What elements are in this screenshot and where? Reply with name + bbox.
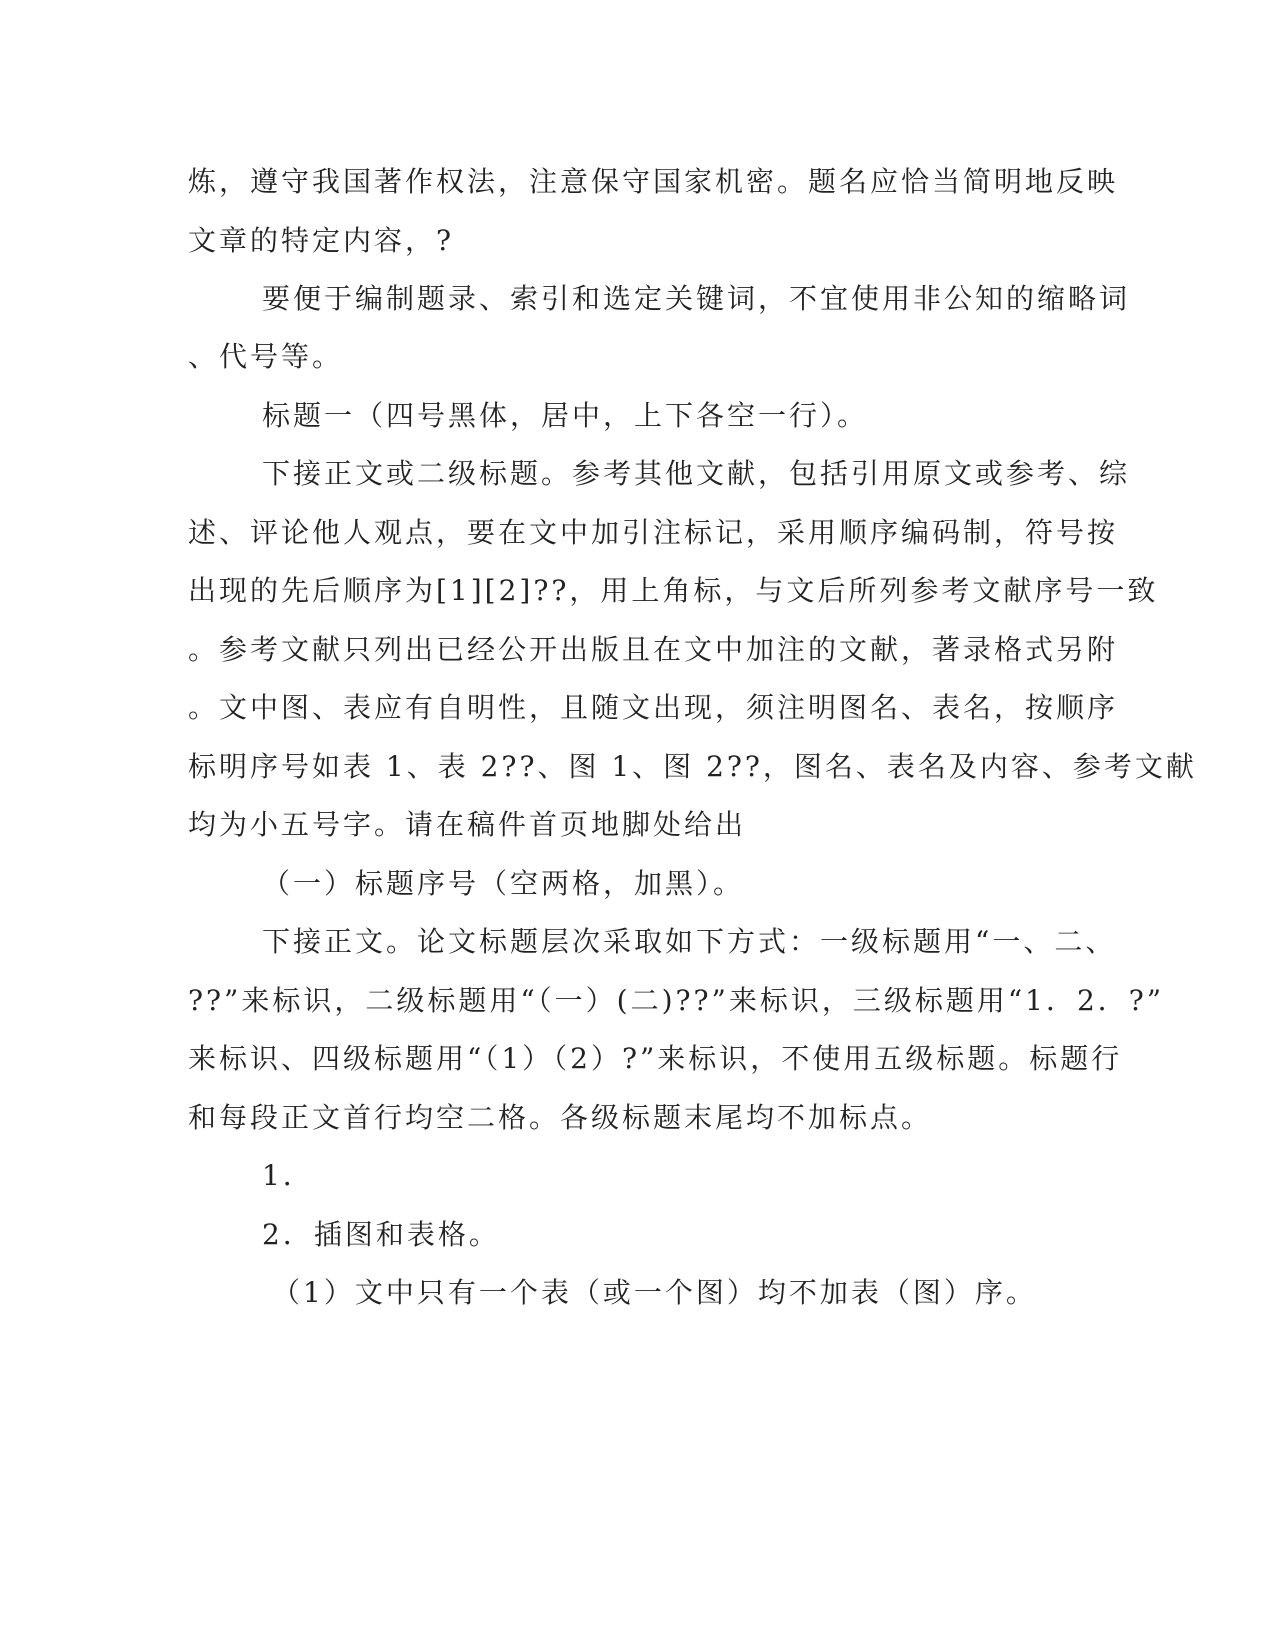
text-line: 均为小五号字。请在稿件首页地脚处给出 — [188, 808, 747, 841]
list-item-line: （1）文中只有一个表（或一个图）均不加表（图）序。 — [272, 1276, 1037, 1309]
text-line: 、代号等。 — [188, 340, 344, 373]
text-line: 出现的先后顺序为[1][2]??，用上角标，与文后所列参考文献序号一致 — [188, 574, 1159, 607]
text-line: 和每段正文首行均空二格。各级标题末尾均不加标点。 — [188, 1101, 933, 1134]
text-line: 来标识、四级标题用“（1）（2）?”来标识，不使用五级标题。标题行 — [188, 1042, 1123, 1075]
paragraph-start-line: 下接正文或二级标题。参考其他文献，包括引用原文或参考、综 — [262, 457, 1131, 490]
text-line: 标明序号如表 1、表 2??、图 1、图 2??，图名、表名及内容、参考文献 — [188, 750, 1197, 783]
paragraph-start-line: 下接正文。论文标题层次采取如下方式：一级标题用“一、二、 — [262, 925, 1117, 958]
text-line: 述、评论他人观点，要在文中加引注标记，采用顺序编码制，符号按 — [188, 516, 1119, 549]
paragraph-start-line: 要便于编制题录、索引和选定关键词，不宜使用非公知的缩略词 — [262, 282, 1131, 315]
text-line: 文章的特定内容，? — [188, 224, 455, 257]
text-line: ??”来标识，二级标题用“（一）(二)??”来标识，三级标题用“1．2．?” — [188, 984, 1165, 1017]
text-line: 。文中图、表应有自明性，且随文出现，须注明图名、表名，按顺序 — [188, 691, 1119, 724]
text-line: 炼，遵守我国著作权法，注意保守国家机密。题名应恰当简明地反映 — [188, 165, 1119, 198]
heading-line: （一）标题序号（空两格，加黑）。 — [262, 867, 745, 900]
text-line: 。参考文献只列出已经公开出版且在文中加注的文献，著录格式另附 — [188, 633, 1119, 666]
heading-line: 标题一（四号黑体，居中，上下各空一行）。 — [262, 399, 869, 432]
list-item-line: 2．插图和表格。 — [262, 1218, 500, 1251]
list-item-line: 1． — [262, 1159, 314, 1192]
